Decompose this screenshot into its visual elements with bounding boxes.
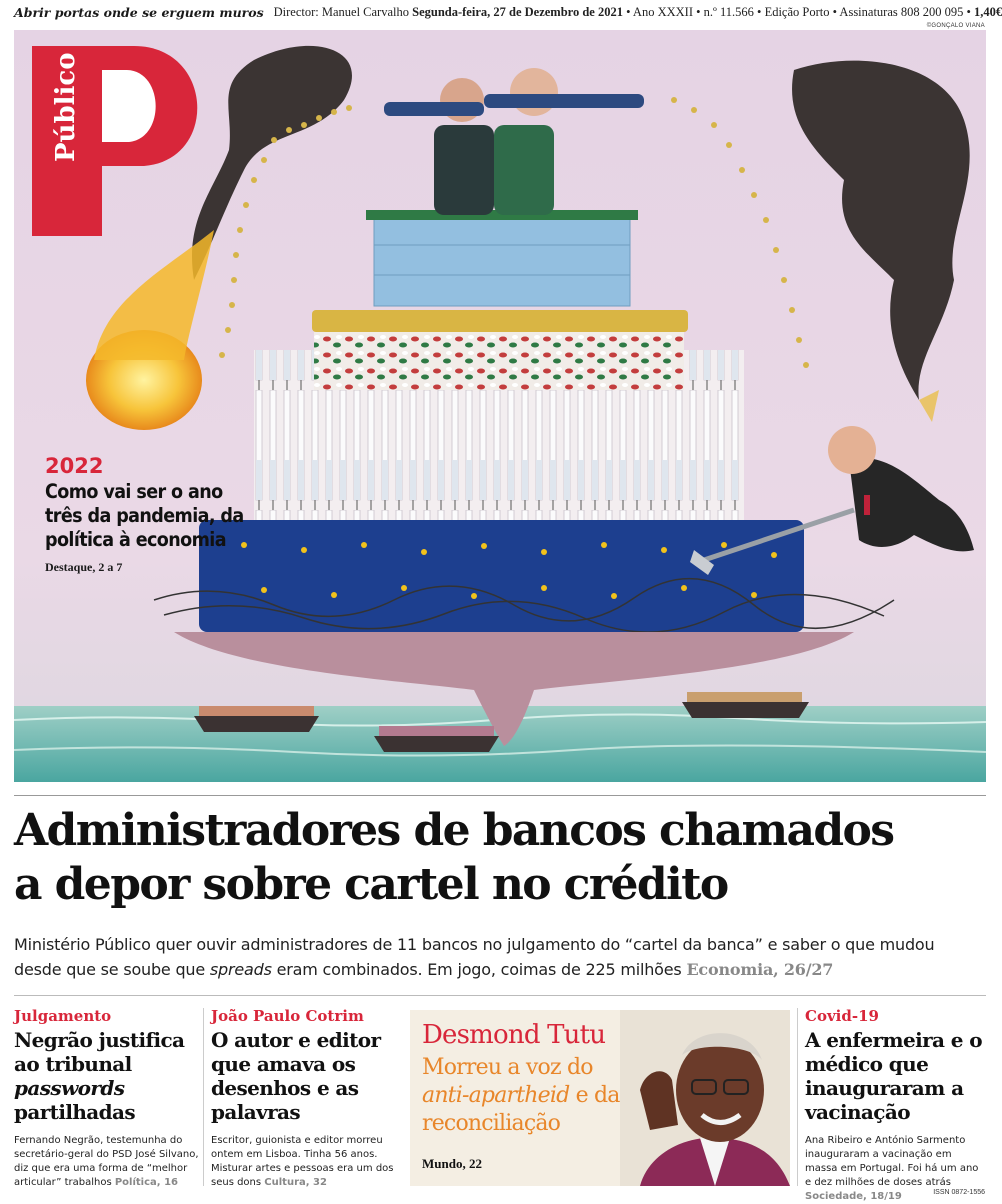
story-body-text: Ana Ribeiro e António Sarmento inauguraram a vacinação em massa em Portugal. Foi há um ano e dez milhões de doses atrás [805, 1135, 979, 1188]
story-cotrim[interactable] [211, 1006, 399, 1190]
lead-deck-text: Ministério Público quer ouvir administradores de 11 bancos no julgamento do “cartel da banca” e saber o que mudou desde que se soube que [14, 935, 935, 979]
cover-illustration [14, 30, 986, 782]
lead-headline-line2: a depor sobre cartel no crédito [14, 859, 728, 910]
story-kicker: João Paulo Cotrim [211, 1007, 364, 1025]
mid-rule [14, 995, 986, 996]
publico-logo [38, 46, 92, 166]
story-headline: O autor e editor que amava os desenhos e as palavras [211, 1028, 381, 1124]
story-body [14, 1134, 199, 1190]
issue-date: Segunda-feira, 27 de Dezembro de 2021 [412, 4, 623, 19]
teaser-headline: Como vai ser o ano três da pandemia, da política à economia [45, 480, 244, 551]
feature-headline-italic: anti-apartheid [422, 1083, 570, 1108]
feature-headline-b: e da reconciliação [422, 1083, 620, 1136]
top-rule [14, 795, 986, 796]
feature-page-ref: Mundo, 22 [422, 1156, 482, 1171]
story-body [211, 1134, 399, 1190]
teaser-page-ref: Destaque, 2 a 7 [45, 560, 123, 574]
price: 1,40€ [974, 4, 1002, 19]
teaser-year: 2022 [45, 454, 104, 478]
feature-headline-a: Morreu a voz do [422, 1055, 593, 1080]
story-headline-italic: passwords [14, 1076, 125, 1100]
lead-page-ref: Economia, 26/27 [686, 960, 834, 979]
feature-name: Desmond Tutu [422, 1020, 606, 1050]
issn-code: ISSN 0872-1556 [933, 1189, 985, 1196]
story-page-ref: Sociedade, 18/19 [805, 1191, 902, 1202]
column-divider [797, 1008, 798, 1186]
lead-headline-line1: Administradores de bancos chamados [14, 805, 894, 856]
story-headline-a: Negrão justifica ao tribunal [14, 1028, 185, 1076]
lead-headline[interactable] [14, 804, 986, 912]
subscriptions-phone: Assinaturas 808 200 095 [839, 4, 964, 19]
feature-headline [422, 1054, 652, 1138]
director: Director: Manuel Carvalho [273, 4, 409, 19]
slogan: Abrir portas onde se erguem muros [14, 4, 264, 20]
issue-number: n.º 11.566 [703, 4, 754, 19]
story-page-ref: Política, 16 [114, 1177, 178, 1188]
story-page-ref: Cultura, 32 [264, 1177, 327, 1188]
feature-tutu[interactable] [410, 1010, 790, 1186]
masthead-meta: Director: Manuel Carvalho Segunda-feira, 27 de Dezembro de 2021 • Ano XXXII • n.º 11.566 • Edição Porto • Assinaturas 808 200 095 • 1,40€ [273, 4, 1002, 19]
lead-deck [14, 932, 986, 982]
year-label: Ano XXXII [632, 4, 693, 19]
cover-illustration-art [14, 30, 986, 782]
story-kicker: Julgamento [14, 1007, 112, 1025]
story-headline: A enfermeira e o médico que inauguraram a vacinação [805, 1028, 982, 1124]
lead-deck-tail: eram combinados. Em jogo, coimas de 225 milhões [271, 960, 687, 979]
illustration-credit: ©GONÇALO VIANA [926, 23, 985, 29]
story-headline-b: partilhadas [14, 1100, 136, 1124]
masthead-strip [14, 2, 1002, 22]
column-divider [203, 1008, 204, 1186]
story-headline [14, 1028, 199, 1124]
lead-deck-italic: spreads [209, 960, 272, 979]
logo-wordmark-text: Público [51, 52, 81, 162]
story-julgamento[interactable] [14, 1006, 199, 1190]
story-body-text: Escritor, guionista e editor morreu ontem em Lisboa. Tinha 56 anos. Misturar artes e pessoas era um dos seus dons [211, 1135, 394, 1188]
edition-label: Edição Porto [764, 4, 830, 19]
cover-teaser[interactable] [45, 454, 245, 575]
story-kicker: Covid-19 [805, 1007, 879, 1025]
story-body-text: Fernando Negrão, testemunha do secretário-geral do PSD José Silvano, diz que era uma forma de “melhor articular” trabalhos [14, 1135, 199, 1188]
story-covid[interactable] [805, 1006, 987, 1204]
